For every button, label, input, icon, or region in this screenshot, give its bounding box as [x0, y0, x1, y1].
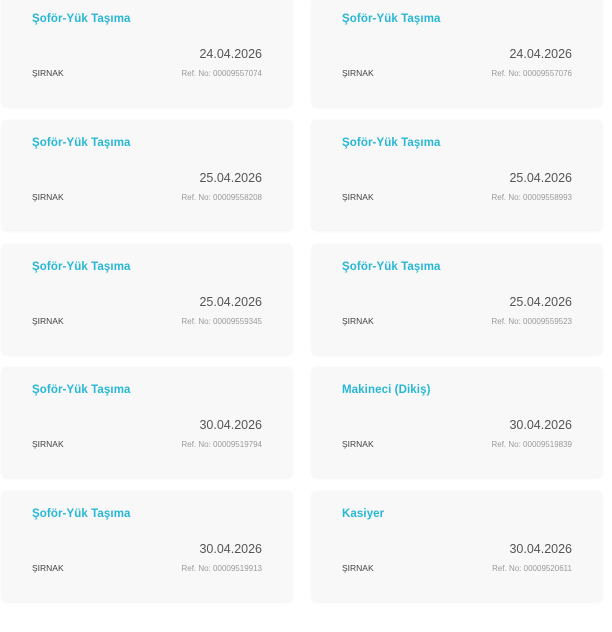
- job-card[interactable]: [312, 244, 602, 354]
- ref-label: Ref. No:: [492, 564, 522, 573]
- job-title[interactable]: Şoför-Yük Taşıma: [32, 137, 131, 149]
- job-card[interactable]: [2, 0, 292, 106]
- ref-label: Ref. No:: [491, 193, 521, 202]
- reference-number: [181, 317, 262, 326]
- job-card[interactable]: [2, 367, 292, 477]
- posting-date: 24.04.2026: [509, 47, 572, 61]
- posting-date: 25.04.2026: [199, 295, 262, 309]
- reference-number: [181, 564, 262, 573]
- reference-number: [491, 440, 572, 449]
- reference-number: [491, 69, 572, 78]
- job-city: ŞIRNAK: [342, 316, 374, 326]
- posting-date: 30.04.2026: [509, 418, 572, 432]
- job-city: ŞIRNAK: [342, 192, 374, 202]
- ref-label: Ref. No:: [181, 564, 211, 573]
- posting-date: 25.04.2026: [509, 295, 572, 309]
- job-title[interactable]: Şoför-Yük Taşıma: [32, 508, 131, 520]
- reference-number: [492, 564, 572, 573]
- job-card[interactable]: [2, 491, 292, 601]
- ref-label: Ref. No:: [181, 193, 211, 202]
- job-title[interactable]: Şoför-Yük Taşıma: [342, 13, 441, 25]
- ref-number: 00009557074: [213, 69, 262, 78]
- ref-number: 00009557076: [523, 69, 572, 78]
- ref-label: Ref. No:: [491, 317, 521, 326]
- ref-label: Ref. No:: [181, 317, 211, 326]
- ref-label: Ref. No:: [181, 440, 211, 449]
- job-card[interactable]: [2, 244, 292, 354]
- job-city: ŞIRNAK: [342, 439, 374, 449]
- job-city: ŞIRNAK: [32, 192, 64, 202]
- job-city: ŞIRNAK: [342, 563, 374, 573]
- posting-date: 25.04.2026: [199, 171, 262, 185]
- reference-number: [491, 193, 572, 202]
- ref-number: 00009559345: [213, 317, 262, 326]
- job-title[interactable]: Şoför-Yük Taşıma: [32, 13, 131, 25]
- job-city: ŞIRNAK: [32, 439, 64, 449]
- posting-date: 30.04.2026: [199, 418, 262, 432]
- job-card[interactable]: [312, 0, 602, 106]
- job-card[interactable]: [312, 491, 602, 601]
- job-card[interactable]: [312, 120, 602, 230]
- job-title[interactable]: Kasiyer: [342, 508, 385, 520]
- ref-label: Ref. No:: [181, 69, 211, 78]
- ref-number: 00009558993: [523, 193, 572, 202]
- job-title[interactable]: Şoför-Yük Taşıma: [32, 261, 131, 273]
- ref-number: 00009558208: [213, 193, 262, 202]
- job-title[interactable]: Şoför-Yük Taşıma: [32, 384, 131, 396]
- reference-number: [181, 193, 262, 202]
- job-city: ŞIRNAK: [32, 68, 64, 78]
- job-city: ŞIRNAK: [342, 68, 374, 78]
- posting-date: 25.04.2026: [509, 171, 572, 185]
- ref-label: Ref. No:: [491, 440, 521, 449]
- reference-number: [181, 69, 262, 78]
- job-title[interactable]: Makineci (Dikiş): [342, 384, 431, 396]
- posting-date: 30.04.2026: [199, 542, 262, 556]
- ref-number: 00009519794: [213, 440, 262, 449]
- ref-number: 00009520611: [523, 564, 572, 573]
- job-city: ŞIRNAK: [32, 563, 64, 573]
- posting-date: 24.04.2026: [199, 47, 262, 61]
- job-city: ŞIRNAK: [32, 316, 64, 326]
- ref-number: 00009559523: [523, 317, 572, 326]
- ref-label: Ref. No:: [491, 69, 521, 78]
- job-title[interactable]: Şoför-Yük Taşıma: [342, 261, 441, 273]
- ref-number: 00009519839: [523, 440, 572, 449]
- ref-number: 00009519913: [213, 564, 262, 573]
- job-title[interactable]: Şoför-Yük Taşıma: [342, 137, 441, 149]
- reference-number: [491, 317, 572, 326]
- job-card[interactable]: [2, 120, 292, 230]
- job-card[interactable]: [312, 367, 602, 477]
- posting-date: 30.04.2026: [509, 542, 572, 556]
- reference-number: [181, 440, 262, 449]
